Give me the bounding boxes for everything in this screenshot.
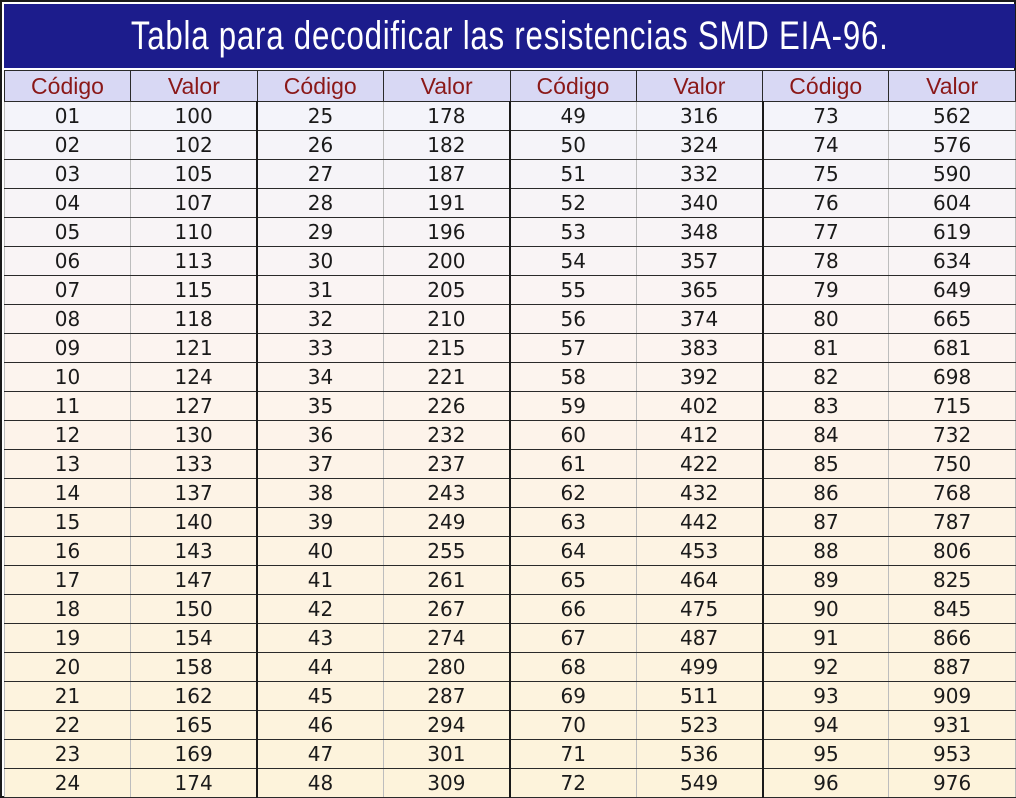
value-cell: 931: [889, 711, 1016, 740]
header-valor: Valor: [889, 71, 1016, 102]
code-cell: 88: [763, 537, 889, 566]
value-cell: 178: [383, 102, 510, 131]
value-cell: 634: [889, 247, 1016, 276]
code-cell: 66: [510, 595, 636, 624]
value-cell: 154: [131, 624, 258, 653]
code-cell: 18: [5, 595, 131, 624]
value-cell: 604: [889, 189, 1016, 218]
code-cell: 80: [763, 305, 889, 334]
eia96-table: [4, 70, 1016, 798]
header-row: [5, 71, 1016, 102]
code-cell: 25: [257, 102, 383, 131]
value-cell: 374: [636, 305, 763, 334]
value-cell: 649: [889, 276, 1016, 305]
value-cell: 301: [383, 740, 510, 769]
code-cell: 76: [763, 189, 889, 218]
value-cell: 499: [636, 653, 763, 682]
code-cell: 06: [5, 247, 131, 276]
value-cell: 787: [889, 508, 1016, 537]
value-cell: 210: [383, 305, 510, 334]
value-cell: 511: [636, 682, 763, 711]
value-cell: 249: [383, 508, 510, 537]
code-cell: 17: [5, 566, 131, 595]
value-cell: 392: [636, 363, 763, 392]
code-cell: 89: [763, 566, 889, 595]
code-cell: 14: [5, 479, 131, 508]
code-cell: 33: [257, 334, 383, 363]
value-cell: 200: [383, 247, 510, 276]
code-cell: 93: [763, 682, 889, 711]
value-cell: 309: [383, 769, 510, 798]
value-cell: 412: [636, 421, 763, 450]
table-row: [5, 537, 1016, 566]
code-cell: 07: [5, 276, 131, 305]
value-cell: 124: [131, 363, 258, 392]
code-cell: 24: [5, 769, 131, 798]
code-cell: 22: [5, 711, 131, 740]
value-cell: 590: [889, 160, 1016, 189]
code-cell: 79: [763, 276, 889, 305]
table-row: [5, 334, 1016, 363]
value-cell: 464: [636, 566, 763, 595]
value-cell: 348: [636, 218, 763, 247]
code-cell: 03: [5, 160, 131, 189]
code-cell: 82: [763, 363, 889, 392]
code-cell: 69: [510, 682, 636, 711]
code-cell: 28: [257, 189, 383, 218]
code-cell: 35: [257, 392, 383, 421]
code-cell: 38: [257, 479, 383, 508]
value-cell: 261: [383, 566, 510, 595]
code-cell: 32: [257, 305, 383, 334]
code-cell: 65: [510, 566, 636, 595]
value-cell: 287: [383, 682, 510, 711]
code-cell: 57: [510, 334, 636, 363]
table-row: [5, 218, 1016, 247]
value-cell: 162: [131, 682, 258, 711]
code-cell: 55: [510, 276, 636, 305]
code-cell: 96: [763, 769, 889, 798]
table-row: [5, 102, 1016, 131]
code-cell: 09: [5, 334, 131, 363]
code-cell: 68: [510, 653, 636, 682]
code-cell: 73: [763, 102, 889, 131]
code-cell: 77: [763, 218, 889, 247]
table-row: [5, 392, 1016, 421]
value-cell: 158: [131, 653, 258, 682]
code-cell: 52: [510, 189, 636, 218]
value-cell: 280: [383, 653, 510, 682]
table-row: [5, 682, 1016, 711]
value-cell: 887: [889, 653, 1016, 682]
code-cell: 53: [510, 218, 636, 247]
header-codigo: Código: [257, 71, 383, 102]
header-codigo: Código: [5, 71, 131, 102]
value-cell: 165: [131, 711, 258, 740]
value-cell: 845: [889, 595, 1016, 624]
value-cell: 976: [889, 769, 1016, 798]
table-row: [5, 769, 1016, 798]
table-row: [5, 566, 1016, 595]
code-cell: 41: [257, 566, 383, 595]
value-cell: 715: [889, 392, 1016, 421]
value-cell: 294: [383, 711, 510, 740]
code-cell: 43: [257, 624, 383, 653]
value-cell: 187: [383, 160, 510, 189]
code-cell: 85: [763, 450, 889, 479]
code-cell: 44: [257, 653, 383, 682]
value-cell: 113: [131, 247, 258, 276]
code-cell: 45: [257, 682, 383, 711]
code-cell: 12: [5, 421, 131, 450]
code-cell: 40: [257, 537, 383, 566]
value-cell: 365: [636, 276, 763, 305]
value-cell: 340: [636, 189, 763, 218]
code-cell: 74: [763, 131, 889, 160]
value-cell: 237: [383, 450, 510, 479]
code-cell: 04: [5, 189, 131, 218]
value-cell: 806: [889, 537, 1016, 566]
value-cell: 274: [383, 624, 510, 653]
code-cell: 60: [510, 421, 636, 450]
header-codigo: Código: [510, 71, 636, 102]
code-cell: 16: [5, 537, 131, 566]
value-cell: 909: [889, 682, 1016, 711]
code-cell: 27: [257, 160, 383, 189]
code-cell: 86: [763, 479, 889, 508]
value-cell: 422: [636, 450, 763, 479]
value-cell: 432: [636, 479, 763, 508]
code-cell: 70: [510, 711, 636, 740]
value-cell: 127: [131, 392, 258, 421]
value-cell: 487: [636, 624, 763, 653]
value-cell: 105: [131, 160, 258, 189]
value-cell: 150: [131, 595, 258, 624]
value-cell: 118: [131, 305, 258, 334]
table-row: [5, 421, 1016, 450]
value-cell: 137: [131, 479, 258, 508]
code-cell: 37: [257, 450, 383, 479]
code-cell: 83: [763, 392, 889, 421]
code-cell: 84: [763, 421, 889, 450]
value-cell: 698: [889, 363, 1016, 392]
code-cell: 61: [510, 450, 636, 479]
value-cell: 383: [636, 334, 763, 363]
code-cell: 90: [763, 595, 889, 624]
code-cell: 34: [257, 363, 383, 392]
table-row: [5, 160, 1016, 189]
header-valor: Valor: [636, 71, 763, 102]
code-cell: 95: [763, 740, 889, 769]
code-cell: 26: [257, 131, 383, 160]
table-row: [5, 711, 1016, 740]
value-cell: 102: [131, 131, 258, 160]
value-cell: 100: [131, 102, 258, 131]
code-cell: 11: [5, 392, 131, 421]
code-cell: 10: [5, 363, 131, 392]
table-row: [5, 276, 1016, 305]
code-cell: 02: [5, 131, 131, 160]
table-row: [5, 450, 1016, 479]
value-cell: 357: [636, 247, 763, 276]
code-cell: 05: [5, 218, 131, 247]
code-cell: 49: [510, 102, 636, 131]
code-cell: 58: [510, 363, 636, 392]
code-cell: 67: [510, 624, 636, 653]
value-cell: 536: [636, 740, 763, 769]
value-cell: 110: [131, 218, 258, 247]
value-cell: 243: [383, 479, 510, 508]
value-cell: 732: [889, 421, 1016, 450]
code-cell: 46: [257, 711, 383, 740]
value-cell: 205: [383, 276, 510, 305]
code-cell: 21: [5, 682, 131, 711]
code-cell: 15: [5, 508, 131, 537]
table-row: [5, 305, 1016, 334]
code-cell: 01: [5, 102, 131, 131]
value-cell: 332: [636, 160, 763, 189]
value-cell: 115: [131, 276, 258, 305]
value-cell: 523: [636, 711, 763, 740]
value-cell: 143: [131, 537, 258, 566]
table-row: [5, 189, 1016, 218]
code-cell: 54: [510, 247, 636, 276]
value-cell: 174: [131, 769, 258, 798]
table-row: [5, 624, 1016, 653]
value-cell: 324: [636, 131, 763, 160]
value-cell: 169: [131, 740, 258, 769]
code-cell: 31: [257, 276, 383, 305]
value-cell: 226: [383, 392, 510, 421]
value-cell: 133: [131, 450, 258, 479]
value-cell: 215: [383, 334, 510, 363]
code-cell: 08: [5, 305, 131, 334]
table-row: [5, 740, 1016, 769]
table-row: [5, 653, 1016, 682]
code-cell: 51: [510, 160, 636, 189]
header-valor: Valor: [383, 71, 510, 102]
table-row: [5, 508, 1016, 537]
code-cell: 91: [763, 624, 889, 653]
code-cell: 36: [257, 421, 383, 450]
code-cell: 71: [510, 740, 636, 769]
code-cell: 50: [510, 131, 636, 160]
code-cell: 56: [510, 305, 636, 334]
value-cell: 402: [636, 392, 763, 421]
code-cell: 42: [257, 595, 383, 624]
code-cell: 29: [257, 218, 383, 247]
header-valor: Valor: [131, 71, 258, 102]
value-cell: 182: [383, 131, 510, 160]
value-cell: 681: [889, 334, 1016, 363]
table-row: [5, 479, 1016, 508]
code-cell: 78: [763, 247, 889, 276]
code-cell: 47: [257, 740, 383, 769]
code-cell: 63: [510, 508, 636, 537]
table-row: [5, 247, 1016, 276]
value-cell: 953: [889, 740, 1016, 769]
value-cell: 232: [383, 421, 510, 450]
table-container: [4, 70, 1015, 797]
value-cell: 147: [131, 566, 258, 595]
value-cell: 619: [889, 218, 1016, 247]
value-cell: 121: [131, 334, 258, 363]
value-cell: 140: [131, 508, 258, 537]
page-title: Tabla para decodificar las resistencias SMD EIA-96.: [130, 13, 889, 58]
value-cell: 316: [636, 102, 763, 131]
value-cell: 665: [889, 305, 1016, 334]
value-cell: 196: [383, 218, 510, 247]
code-cell: 39: [257, 508, 383, 537]
value-cell: 549: [636, 769, 763, 798]
value-cell: 866: [889, 624, 1016, 653]
value-cell: 267: [383, 595, 510, 624]
code-cell: 94: [763, 711, 889, 740]
code-cell: 64: [510, 537, 636, 566]
value-cell: 130: [131, 421, 258, 450]
table-row: [5, 131, 1016, 160]
code-cell: 59: [510, 392, 636, 421]
code-cell: 48: [257, 769, 383, 798]
table-body: [5, 102, 1016, 798]
code-cell: 13: [5, 450, 131, 479]
value-cell: 475: [636, 595, 763, 624]
value-cell: 453: [636, 537, 763, 566]
value-cell: 768: [889, 479, 1016, 508]
code-cell: 20: [5, 653, 131, 682]
code-cell: 87: [763, 508, 889, 537]
title-bar: [4, 4, 1015, 68]
value-cell: 576: [889, 131, 1016, 160]
code-cell: 75: [763, 160, 889, 189]
code-cell: 30: [257, 247, 383, 276]
code-cell: 19: [5, 624, 131, 653]
value-cell: 562: [889, 102, 1016, 131]
code-cell: 72: [510, 769, 636, 798]
value-cell: 221: [383, 363, 510, 392]
value-cell: 825: [889, 566, 1016, 595]
table-row: [5, 595, 1016, 624]
value-cell: 750: [889, 450, 1016, 479]
code-cell: 23: [5, 740, 131, 769]
value-cell: 107: [131, 189, 258, 218]
code-cell: 62: [510, 479, 636, 508]
code-cell: 81: [763, 334, 889, 363]
value-cell: 442: [636, 508, 763, 537]
code-cell: 92: [763, 653, 889, 682]
table-row: [5, 363, 1016, 392]
header-codigo: Código: [763, 71, 889, 102]
value-cell: 255: [383, 537, 510, 566]
value-cell: 191: [383, 189, 510, 218]
